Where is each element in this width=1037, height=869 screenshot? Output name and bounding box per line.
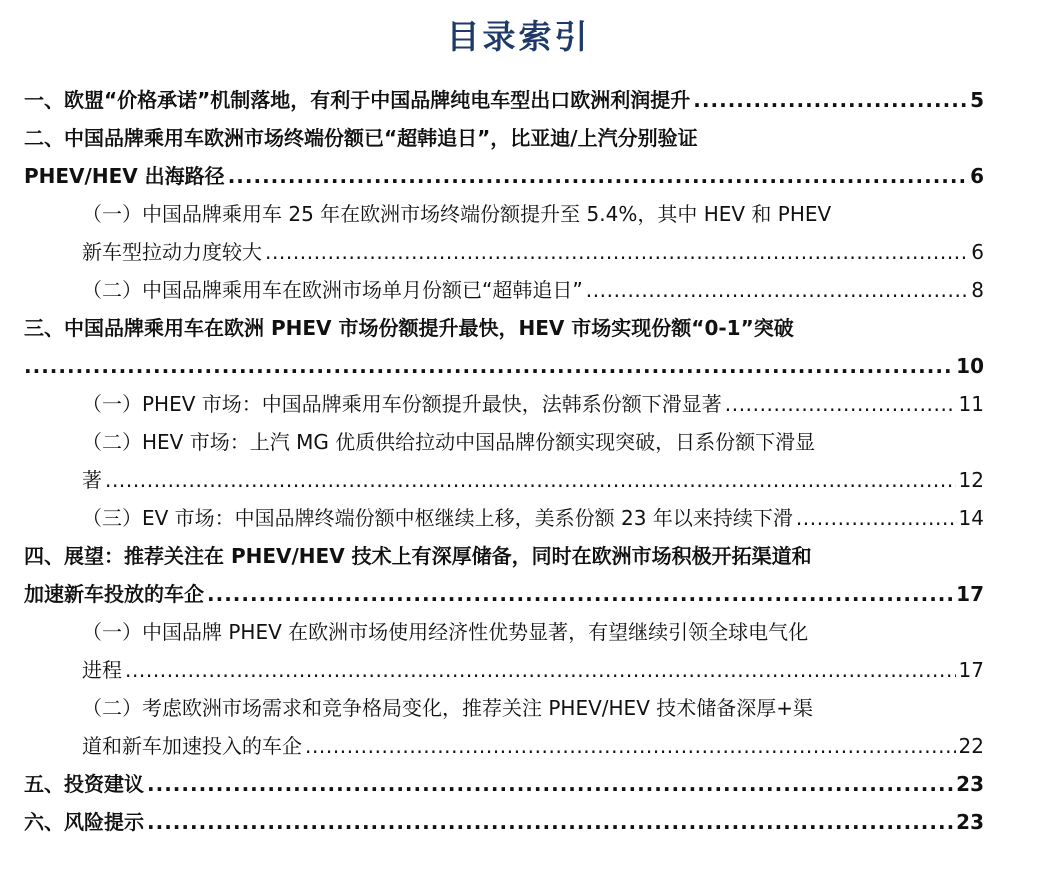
- dot-leader: [228, 159, 967, 193]
- toc-entry-text: 三、中国品牌乘用车在欧洲 PHEV 市场份额提升最快，HEV 市场实现份额“0-1”突破: [24, 316, 794, 340]
- toc-entry-text: PHEV/HEV 出海路径: [24, 164, 225, 188]
- dot-leader: [105, 463, 956, 497]
- toc-page-number: 6: [971, 240, 984, 264]
- dot-leader: [24, 349, 953, 383]
- dot-leader: [147, 767, 953, 801]
- toc-entry-5[interactable]: [24, 767, 984, 801]
- toc-entry-text: （二）HEV 市场：上汽 MG 优质供给拉动中国品牌份额实现突破，日系份额下滑显: [82, 430, 816, 454]
- toc-page-number: 23: [956, 810, 984, 834]
- toc-entry-text: （一）PHEV 市场：中国品牌乘用车份额提升最快，法韩系份额下滑显著: [82, 392, 722, 416]
- toc-page-number: 10: [956, 354, 984, 378]
- toc-entry-1[interactable]: [24, 83, 984, 117]
- dot-leader: [586, 273, 969, 307]
- toc-entry-text: 道和新车加速投入的车企: [82, 734, 302, 758]
- toc-entry-text: 加速新车投放的车企: [24, 582, 204, 606]
- toc-entry-text: （二）中国品牌乘用车在欧洲市场单月份额已“超韩追日”: [82, 278, 583, 302]
- toc-entry-text: 著: [82, 468, 102, 492]
- toc-page-number: 12: [958, 468, 984, 492]
- toc-entry-4-2-line-1[interactable]: [82, 691, 984, 725]
- toc-page-number: 6: [970, 164, 984, 188]
- toc-entry-2-1-line-2[interactable]: [82, 235, 984, 269]
- dot-leader: [147, 805, 953, 839]
- toc-entry-3-line-1[interactable]: [24, 311, 984, 345]
- toc-page-number: 22: [958, 734, 984, 758]
- toc-entry-text: 进程: [82, 658, 122, 682]
- toc-page-number: 17: [956, 582, 984, 606]
- toc-entry-text: （一）中国品牌乘用车 25 年在欧洲市场终端份额提升至 5.4%，其中 HEV 和 PHEV: [82, 202, 832, 226]
- page-title: 目录索引: [446, 17, 591, 56]
- toc-page-number: 11: [958, 392, 984, 416]
- dot-leader: [796, 501, 956, 535]
- toc-entry-3-2-line-1[interactable]: [82, 425, 984, 459]
- dot-leader: [693, 83, 967, 117]
- dot-leader: [207, 577, 953, 611]
- toc-entry-4-line-1[interactable]: [24, 539, 984, 573]
- toc-entry-text: （二）考虑欧洲市场需求和竞争格局变化，推荐关注 PHEV/HEV 技术储备深厚+渠: [82, 696, 813, 720]
- toc-entry-text: 新车型拉动力度较大: [82, 240, 262, 264]
- toc-page-number: 17: [958, 658, 984, 682]
- toc-page-number: 14: [958, 506, 984, 530]
- toc-entry-6[interactable]: [24, 805, 984, 839]
- toc-entry-4-line-2[interactable]: [24, 577, 984, 611]
- toc-entry-text: 一、欧盟“价格承诺”机制落地，有利于中国品牌纯电车型出口欧洲利润提升: [24, 88, 691, 112]
- toc-entry-3-1[interactable]: [82, 387, 984, 421]
- toc-entry-3-2-line-2[interactable]: [82, 463, 984, 497]
- dot-leader: [725, 387, 956, 421]
- toc-page-number: 8: [971, 278, 984, 302]
- toc-entry-4-2-line-2[interactable]: [82, 729, 984, 763]
- toc-entry-text: （三）EV 市场：中国品牌终端份额中枢继续上移，美系份额 23 年以来持续下滑: [82, 506, 793, 530]
- toc-entry-text: 四、展望：推荐关注在 PHEV/HEV 技术上有深厚储备，同时在欧洲市场积极开拓渠道和: [24, 544, 812, 568]
- toc-entry-2-line-2[interactable]: [24, 159, 984, 193]
- dot-leader: [265, 235, 968, 269]
- toc-entry-2-1-line-1[interactable]: [82, 197, 984, 231]
- toc-entry-text: 六、风险提示: [24, 810, 144, 834]
- toc-entry-2-line-1[interactable]: [24, 121, 984, 155]
- toc-entry-2-2[interactable]: [82, 273, 984, 307]
- toc-entry-3-line-2[interactable]: [24, 349, 984, 383]
- toc-entry-text: 五、投资建议: [24, 772, 144, 796]
- toc-entry-text: （一）中国品牌 PHEV 在欧洲市场使用经济性优势显著，有望继续引领全球电气化: [82, 620, 809, 644]
- toc-entry-4-1-line-1[interactable]: [82, 615, 984, 649]
- dot-leader: [125, 653, 956, 687]
- dot-leader: [305, 729, 956, 763]
- toc-entry-4-1-line-2[interactable]: [82, 653, 984, 687]
- toc-entry-text: 二、中国品牌乘用车欧洲市场终端份额已“超韩追日”，比亚迪/上汽分别验证: [24, 126, 698, 150]
- toc-page-number: 5: [970, 88, 984, 112]
- toc-page-number: 23: [956, 772, 984, 796]
- toc-entry-3-3[interactable]: [82, 501, 984, 535]
